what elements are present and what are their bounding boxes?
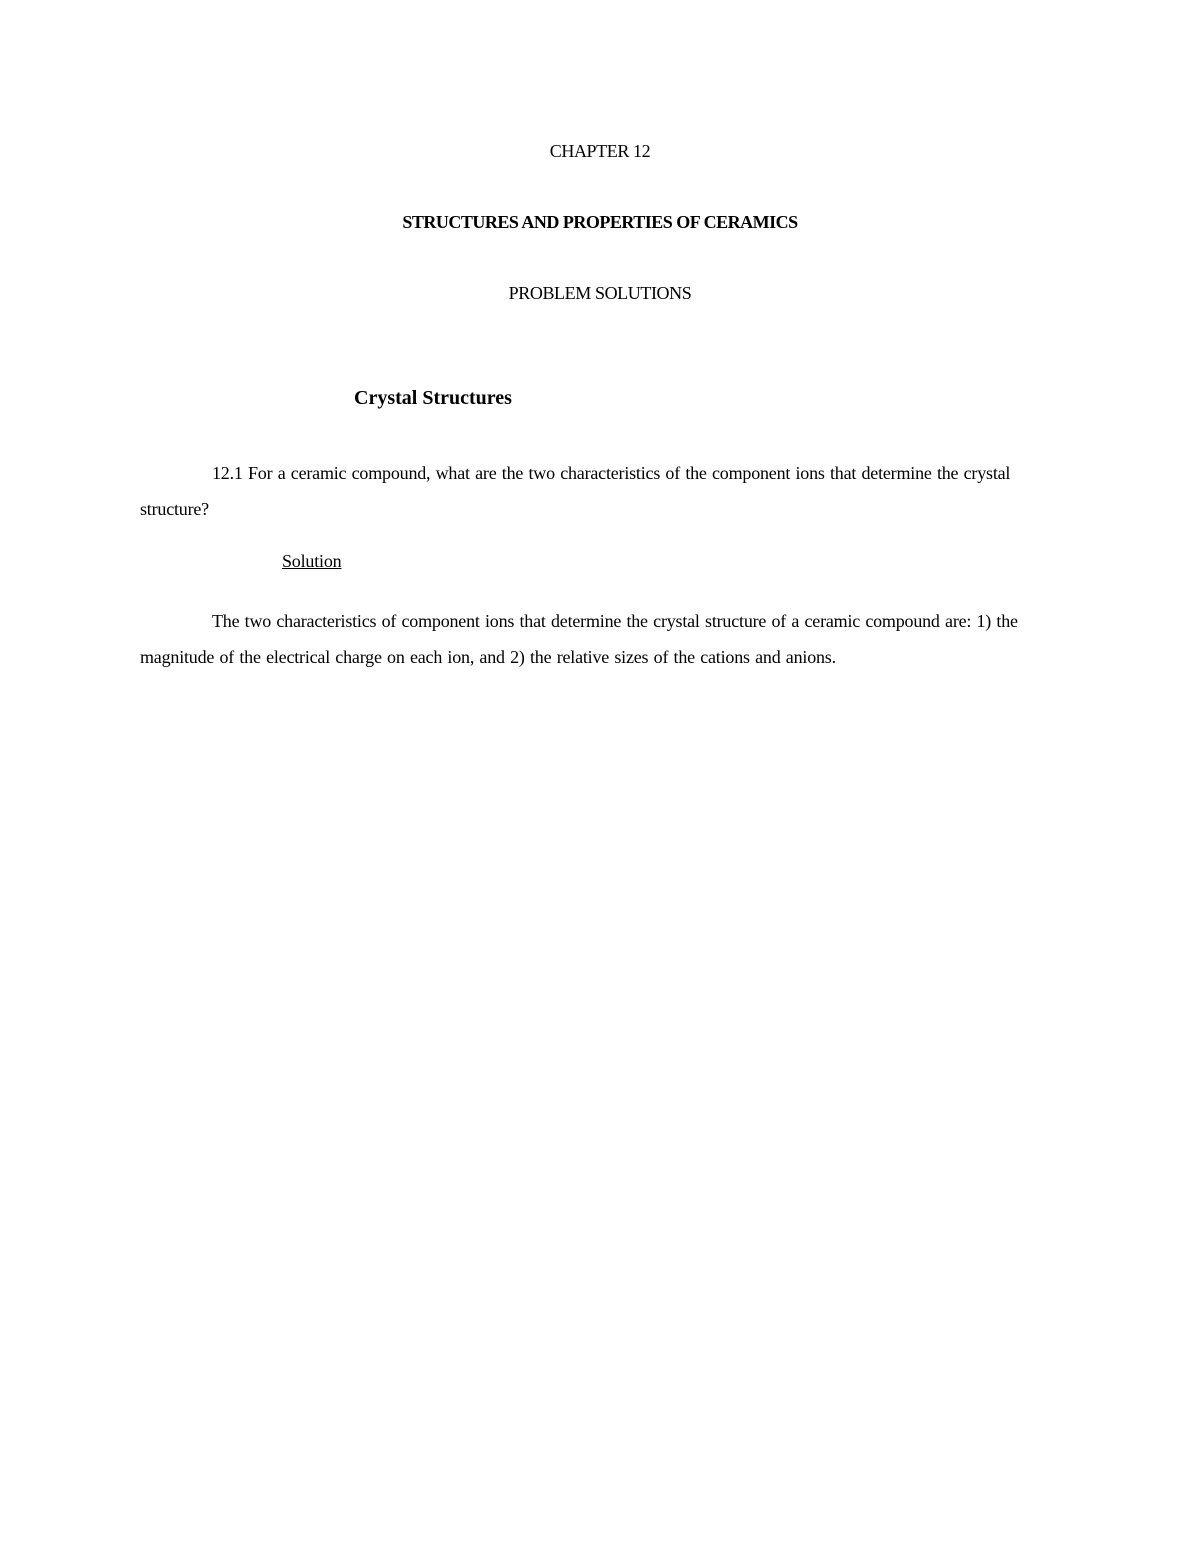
section-heading: Crystal Structures [354, 387, 512, 409]
subtitle: PROBLEM SOLUTIONS [508, 283, 692, 303]
chapter-title: STRUCTURES AND PROPERTIES OF CERAMICS [402, 212, 798, 232]
solution-text: The two characteristics of component ions that determine the crystal structure of a ceramic compound are: 1) the magnitude of the electrical charge on each ion, and 2) the relative sizes of the cations and anions. [140, 611, 1018, 667]
problem-statement: 12.1 For a ceramic compound, what are the two characteristics of the component ions that determine the crystal structure? [140, 463, 1011, 519]
chapter-label: CHAPTER 12 [549, 141, 651, 161]
solution-label: Solution [282, 551, 342, 571]
